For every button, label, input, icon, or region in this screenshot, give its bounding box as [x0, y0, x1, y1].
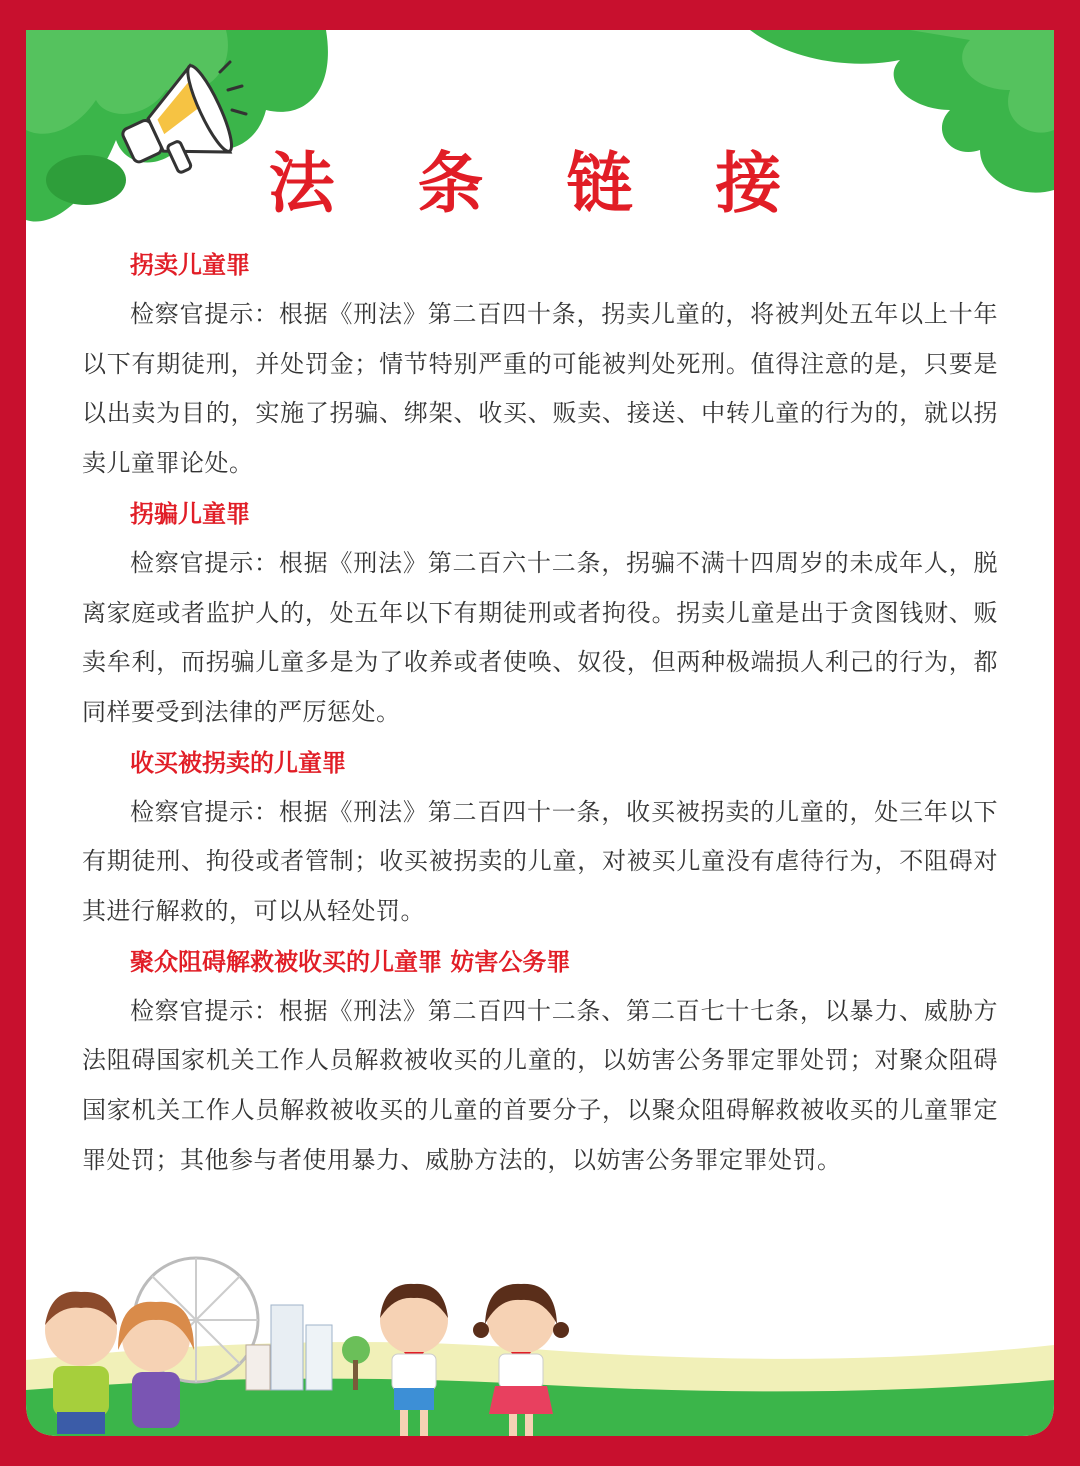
section-4 — [82, 937, 998, 1186]
section-heading: 聚众阻碍解救被收买的儿童罪 妨害公务罪 — [130, 947, 571, 976]
section-3 — [82, 738, 998, 937]
children-illustration — [26, 1250, 1054, 1436]
section-heading: 拐骗儿童罪 — [130, 499, 250, 528]
section-text: 检察官提示：根据《刑法》第二百四十条，拐卖儿童的，将被判处五年以上十年以下有期徒刑，并处罚金；情节特别严重的可能被判处死刑。值得注意的是，只要是以出卖为目的，实施了拐骗、绑架、收买、贩卖、接送、中转儿童的行为的，就以拐卖儿童罪论处。 — [82, 300, 998, 478]
section-heading: 拐卖儿童罪 — [130, 251, 250, 279]
page-title: 法 条 链 接 — [268, 144, 812, 222]
section-text: 检察官提示：根据《刑法》第二百六十二条，拐骗不满十四周岁的未成年人，脱离家庭或者监护人的，处五年以下有期徒刑或者拘役。拐卖儿童是出于贪图钱财、贩卖牟利，而拐骗儿童多是为了收养或者使唤、奴役，但两种极端损人利己的行为，都同样要受到法律的严厉惩处。 — [82, 548, 998, 726]
section-1 — [82, 240, 998, 489]
section-heading: 收买被拐卖的儿童罪 — [130, 748, 346, 777]
section-text: 检察官提示：根据《刑法》第二百四十一条，收买被拐卖的儿童的，处三年以下有期徒刑、拘役或者管制；收买被拐卖的儿童，对被买儿童没有虐待行为，不阻碍对其进行解救的，可以从轻处罚。 — [82, 797, 998, 926]
section-2 — [82, 489, 998, 738]
section-text: 检察官提示：根据《刑法》第二百四十二条、第二百七十七条，以暴力、威胁方法阻碍国家机关工作人员解救被收买的儿童的，以妨害公务罪定罪处罚；对聚众阻碍国家机关工作人员解救被收买的儿童的首要分子，以聚众阻碍解救被收买的儿童罪定罪处罚；其他参与者使用暴力、威胁方法的，以妨害公务罪定罪处罚。 — [82, 996, 998, 1174]
content-body — [82, 240, 998, 1186]
